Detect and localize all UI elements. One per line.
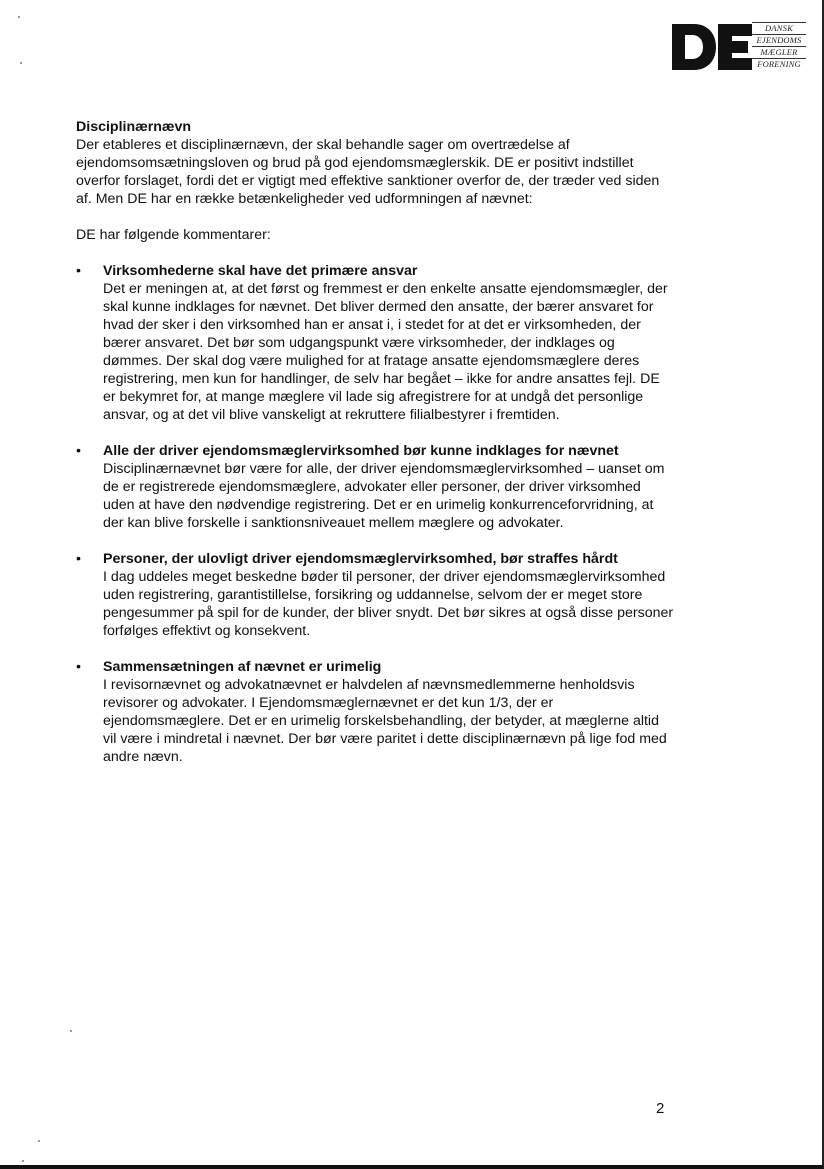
scan-speck bbox=[22, 1160, 24, 1162]
bullet-dot: • bbox=[76, 659, 81, 675]
bullet-title: Personer, der ulovligt driver ejendomsmæglervirksomhed, bør straffes hårdt bbox=[103, 551, 618, 567]
list-item bbox=[76, 658, 676, 766]
comment-list bbox=[76, 262, 676, 766]
bullet-title: Sammensætningen af nævnet er urimelig bbox=[103, 659, 382, 675]
scan-speck bbox=[38, 1140, 40, 1142]
logo-line: MÆGLER bbox=[752, 46, 806, 58]
lead-paragraph: DE har følgende kommentarer: bbox=[76, 227, 271, 243]
section-heading: Disciplinærnævn bbox=[76, 119, 192, 135]
bullet-dot: • bbox=[76, 551, 81, 567]
page-number: 2 bbox=[656, 1100, 665, 1117]
list-item bbox=[76, 262, 676, 424]
logo-line: EJENDOMS bbox=[752, 34, 806, 46]
logo-wordmark bbox=[752, 22, 806, 70]
bullet-dot: • bbox=[76, 443, 81, 459]
logo-line: FORENING bbox=[752, 58, 806, 70]
bullet-body: Disciplinærnævnet bør være for alle, der driver ejendomsmæglervirksomhed – uanset om de er registrerede ejendomsmæglere, advokater eller personer, der driver virksomhed uden at have den nødvendige registrering. Det er en urimelig konkurrenceforvridning, at der kan blive forskelle i sanktionsniveauet mellem mæglere og advokater. bbox=[103, 461, 665, 531]
bullet-body: I revisornævnet og advokatnævnet er halvdelen af nævnsmedlemmerne henholdsvis revisorer og advokater. I Ejendomsmæglernævnet er det kun 1/3, der er ejendomsmæglere. Det er en urimelig forskelsbehandling, der betyder, at mæglerne altid vil være i mindretal i nævnet. Der bør være paritet i dette disciplinærnævn på lige fod med andre nævn. bbox=[103, 677, 667, 765]
logo-line: DANSK bbox=[752, 22, 806, 34]
bullet-body: Det er meningen at, at det først og fremmest er den enkelte ansatte ejendomsmægler, der skal kunne indklages for nævnet. Det bliver dermed den ansatte, der bærer ansvaret for hvad der sker i den virksomhed han er ansat i, i stedet for at det er virksomheden, der bærer ansvaret. Det bør som udgangspunkt være virksomheder, der indklages og dømmes. Der skal dog være mulighed for at fratage ansatte ejendomsmæglere deres registrering, men kun for handlinger, de selv har begået – ikke for andre ansattes fejl. DE er bekymret for, at mange mæglere vil lade sig afregistrere for at undgå det personlige ansvar, og at det vil blive vanskeligt at rekruttere filialbestyrer i fremtiden. bbox=[103, 281, 668, 423]
bullet-title: Virksomhederne skal have det primære ansvar bbox=[103, 263, 418, 279]
intro-paragraph: Der etableres et disciplinærnævn, der skal behandle sager om overtrædelse af ejendomsomsætningsloven og brud på god ejendomsmæglerskik. DE er positivt indstillet overfor forslaget, fordi det er vigtigt med effektive sanktioner overfor de, der træder ved siden af. Men DE har en række betænkeligheder ved udformningen af nævnet: bbox=[76, 137, 660, 207]
scan-speck bbox=[20, 62, 22, 64]
bullet-body: I dag uddeles meget beskedne bøder til personer, der driver ejendomsmæglervirksomhed uden registrering, garantistillelse, forsikring og uddannelse, selvom der er meget store pengesummer på spil for de kunder, der bliver snydt. Det bør sikres at også disse personer forfølges effektivt og konsekvent. bbox=[103, 569, 674, 639]
list-item bbox=[76, 442, 676, 532]
scan-speck bbox=[70, 1030, 72, 1032]
bullet-dot: • bbox=[76, 263, 81, 279]
document-body bbox=[76, 118, 676, 784]
bullet-title: Alle der driver ejendomsmæglervirksomhed bør kunne indklages for nævnet bbox=[103, 443, 619, 459]
scan-speck bbox=[18, 16, 20, 18]
list-item bbox=[76, 550, 676, 640]
